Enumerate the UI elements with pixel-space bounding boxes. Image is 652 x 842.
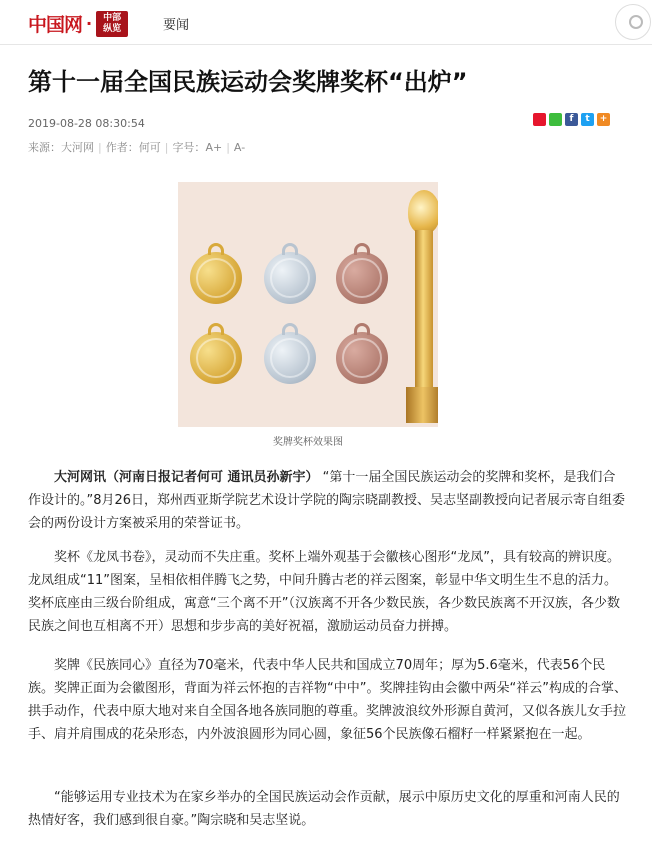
search-icon[interactable] — [615, 4, 651, 40]
image-caption: 奖牌奖杯效果图 — [273, 437, 343, 448]
gold-medal-front — [190, 252, 242, 304]
trophy-base — [406, 387, 438, 423]
font-size-label: 字号： — [172, 141, 206, 154]
article-paragraph: “能够运用专业技术为在家乡举办的全国民族运动会作贡献，展示中原历史文化的厚重和河南人民的热情好客，我们感到很自豪。”陶宗晓和吴志坚说。 — [28, 790, 620, 828]
font-size-increase[interactable]: A+ — [205, 141, 223, 154]
source-label: 来源：大河网 — [28, 141, 94, 154]
article-paragraph: 奖杯《龙凤书卷》，灵动而不失庄重。奖杯上端外观基于会徽核心图形“龙凤”，具有较高的辨识度。龙凤组成“11”图案，呈相依相伴腾飞之势，中间升腾古老的祥云图案，彰显中华文明生生不息的活力。奖杯底座由三级台阶组成，寓意“三个离不开”（汉族离不开各少数民族，各少数民族离不开汉族，各少数民族之间也互相离不开）思想和步步高的美好祝福，激励运动员奋力拼搏。 — [28, 550, 620, 634]
article-paragraph: 奖牌《民族同心》直径为70毫米，代表中华人民共和国成立70周年；厚为5.6毫米，代表56个民族。奖牌正面为会徽图形，背面为祥云怀抱的吉祥物“中中”。奖牌挂钩由会徽中两朵“祥云”构成的合掌、拱手动作，代表中原大地对来自全国各地各族同胞的尊重。奖牌波浪纹外形源自黄河，又似各族儿女手拉手、肩并肩围成的花朵形态，内外波浪圆形为同心圆，象征56个民族像石榴籽一样紧紧抱在一起。 — [28, 658, 627, 742]
logo-badge: 中部纵览 — [96, 11, 128, 37]
author-label: 作者：何可 — [105, 141, 161, 154]
article-meta — [28, 139, 245, 155]
wechat-icon[interactable] — [549, 113, 562, 126]
silver-medal-front — [264, 252, 316, 304]
publish-date: 2019-08-28 08:30:54 — [28, 117, 145, 130]
meta-divider: | — [164, 141, 169, 154]
site-logo[interactable] — [28, 10, 128, 37]
meta-divider: | — [226, 141, 230, 154]
trophy-top — [408, 190, 438, 234]
paragraph-text: “第十一届全国民族运动会的奖牌和奖杯，是我们合作设计的。”8月26日，郑州西亚斯学院艺术设计学院的陶宗晓副教授、吴志坚副教授向记者展示寄自组委会的两份设计方案被采用的荣誉证书。 — [28, 470, 626, 531]
bronze-medal-front — [336, 252, 388, 304]
logo-separator: · — [86, 14, 93, 33]
meta-divider: | — [98, 141, 102, 154]
facebook-icon[interactable]: f — [565, 113, 578, 126]
lead-byline: 大河网讯（河南日报记者何可 通讯员孙新宇） — [54, 470, 319, 485]
medal-trophy-image — [178, 182, 438, 427]
twitter-icon[interactable]: t — [581, 113, 594, 126]
silver-medal-back — [264, 332, 316, 384]
article-title: 第十一届全国民族运动会奖牌奖杯“出炉” — [28, 68, 468, 96]
trophy-body — [415, 230, 433, 390]
article-paragraph — [28, 466, 628, 535]
bronze-medal-back — [336, 332, 388, 384]
weibo-icon[interactable] — [533, 113, 546, 126]
gold-medal-back — [190, 332, 242, 384]
logo-text: 中国网 — [28, 14, 83, 36]
more-share-icon[interactable]: + — [597, 113, 610, 126]
site-header — [0, 0, 652, 45]
section-label[interactable]: 要闻 — [163, 18, 190, 33]
share-bar — [533, 113, 610, 126]
font-size-decrease[interactable]: A- — [233, 141, 246, 154]
